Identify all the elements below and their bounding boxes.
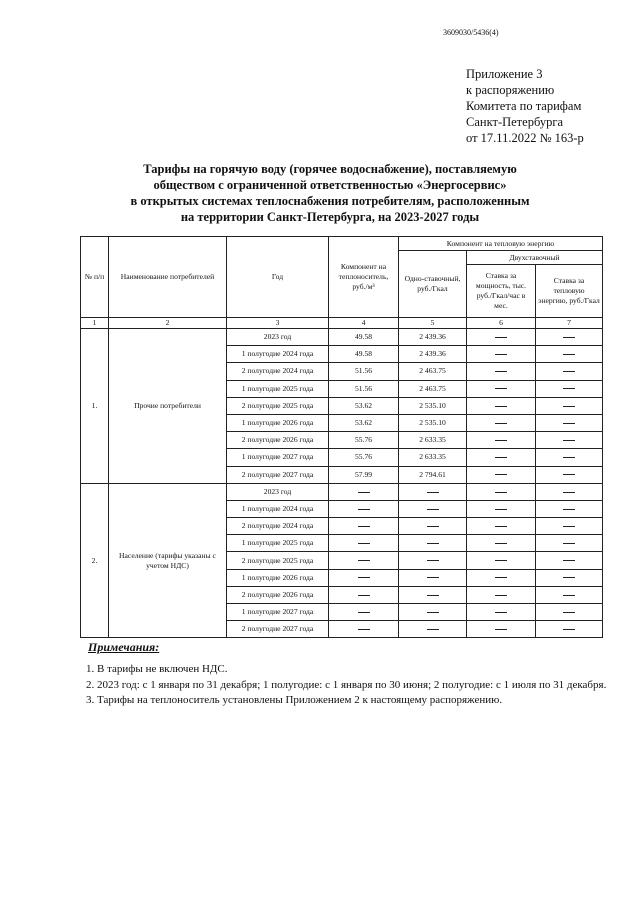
period-cell: 2 полугодие 2026 года <box>227 432 329 449</box>
carrier-cell <box>329 569 399 586</box>
note-item: 2. 2023 год: с 1 января по 31 декабря; 1 полугодие: с 1 января по 30 июня; 2 полугодие: с 1 июля по 31 декабря. <box>86 678 607 691</box>
dash-mark <box>563 354 575 355</box>
single-rate-cell: 2 463.75 <box>399 380 467 397</box>
note-item: 1. В тарифы не включен НДС. <box>86 663 228 675</box>
single-rate-cell: 2 794.61 <box>399 466 467 483</box>
power-rate-cell <box>467 329 536 346</box>
carrier-cell <box>329 552 399 569</box>
period-cell: 2 полугодие 2025 года <box>227 552 329 569</box>
power-rate-cell <box>467 621 536 638</box>
dash-mark <box>495 543 507 544</box>
dash-mark <box>427 560 439 561</box>
dash-mark <box>495 474 507 475</box>
dash-mark <box>427 629 439 630</box>
period-cell: 1 полугодие 2025 года <box>227 535 329 552</box>
single-rate-cell: 2 535.10 <box>399 414 467 431</box>
dash-mark <box>563 560 575 561</box>
period-cell: 2 полугодие 2024 года <box>227 518 329 535</box>
power-rate-cell <box>467 569 536 586</box>
header-num: № п/п <box>81 237 109 318</box>
dash-mark <box>427 526 439 527</box>
document-title <box>100 161 560 225</box>
energy-rate-cell <box>536 518 603 535</box>
power-rate-cell <box>467 397 536 414</box>
carrier-cell: 55.76 <box>329 449 399 466</box>
dash-mark <box>358 526 370 527</box>
dash-mark <box>563 371 575 372</box>
single-rate-cell <box>399 552 467 569</box>
carrier-cell: 57.99 <box>329 466 399 483</box>
dash-mark <box>563 595 575 596</box>
group-number: 2. <box>81 483 109 638</box>
energy-rate-cell <box>536 397 603 414</box>
power-rate-cell <box>467 483 536 500</box>
power-rate-cell <box>467 432 536 449</box>
power-rate-cell <box>467 535 536 552</box>
dash-mark <box>495 440 507 441</box>
power-rate-cell <box>467 363 536 380</box>
period-cell: 2 полугодие 2027 года <box>227 621 329 638</box>
period-cell: 1 полугодие 2024 года <box>227 346 329 363</box>
title-line: на территории Санкт-Петербурга, на 2023-2027 годы <box>180 210 480 224</box>
period-cell: 2 полугодие 2027 года <box>227 466 329 483</box>
carrier-cell <box>329 621 399 638</box>
title-line: обществом с ограниченной ответственностью «Энергосервис» <box>153 178 507 192</box>
carrier-cell: 53.62 <box>329 414 399 431</box>
dash-mark <box>495 492 507 493</box>
power-rate-cell <box>467 552 536 569</box>
single-rate-cell <box>399 621 467 638</box>
dash-mark <box>495 612 507 613</box>
dash-mark <box>495 337 507 338</box>
energy-rate-cell <box>536 535 603 552</box>
dash-mark <box>495 406 507 407</box>
dash-mark <box>427 577 439 578</box>
period-cell: 2023 год <box>227 483 329 500</box>
energy-rate-cell <box>536 346 603 363</box>
document-number: 3609030/5436(4) <box>443 28 499 37</box>
dash-mark <box>427 492 439 493</box>
header-energy-rate: Ставка за тепловую энергию, руб./Гкал <box>536 265 603 318</box>
dash-mark <box>563 543 575 544</box>
dash-mark <box>495 595 507 596</box>
period-cell: 1 полугодие 2024 года <box>227 500 329 517</box>
group-name: Население (тарифы указаны с учетом НДС) <box>109 483 227 638</box>
energy-rate-cell <box>536 414 603 431</box>
carrier-cell <box>329 483 399 500</box>
appendix-line: Комитета по тарифам <box>466 99 582 113</box>
period-cell: 2 полугодие 2024 года <box>227 363 329 380</box>
period-cell: 1 полугодие 2027 года <box>227 604 329 621</box>
power-rate-cell <box>467 500 536 517</box>
table-row <box>81 483 603 500</box>
dash-mark <box>495 388 507 389</box>
single-rate-cell <box>399 604 467 621</box>
carrier-cell: 51.56 <box>329 363 399 380</box>
power-rate-cell <box>467 380 536 397</box>
energy-rate-cell <box>536 500 603 517</box>
column-number: 7 <box>536 318 603 329</box>
header-year: Год <box>227 237 329 318</box>
single-rate-cell <box>399 500 467 517</box>
carrier-cell: 49.58 <box>329 329 399 346</box>
dash-mark <box>495 457 507 458</box>
dash-mark <box>427 543 439 544</box>
tariff-table <box>80 236 603 638</box>
energy-rate-cell <box>536 363 603 380</box>
energy-rate-cell <box>536 466 603 483</box>
energy-rate-cell <box>536 621 603 638</box>
single-rate-cell <box>399 586 467 603</box>
appendix-line: Приложение 3 <box>466 67 543 81</box>
single-rate-cell <box>399 483 467 500</box>
period-cell: 1 полугодие 2026 года <box>227 569 329 586</box>
dash-mark <box>427 595 439 596</box>
dash-mark <box>563 440 575 441</box>
period-cell: 2 полугодие 2025 года <box>227 397 329 414</box>
single-rate-cell: 2 463.75 <box>399 363 467 380</box>
dash-mark <box>563 577 575 578</box>
dash-mark <box>563 337 575 338</box>
dash-mark <box>358 560 370 561</box>
appendix-line: к распоряжению <box>466 83 555 97</box>
column-number: 1 <box>81 318 109 329</box>
power-rate-cell <box>467 466 536 483</box>
group-name: Прочие потребители <box>109 329 227 484</box>
carrier-cell: 55.76 <box>329 432 399 449</box>
carrier-cell <box>329 604 399 621</box>
dash-mark <box>495 526 507 527</box>
column-numbers-row <box>81 318 603 329</box>
appendix-header <box>466 66 584 146</box>
dash-mark <box>358 595 370 596</box>
single-rate-cell: 2 439.36 <box>399 329 467 346</box>
single-rate-cell <box>399 535 467 552</box>
group-number: 1. <box>81 329 109 484</box>
notes-title: Примечания: <box>88 640 160 654</box>
header-energy-component: Компонент на тепловую энергию <box>399 237 603 251</box>
dash-mark <box>358 577 370 578</box>
title-line: Тарифы на горячую воду (горячее водоснабжение), поставляемую <box>143 162 517 176</box>
appendix-line: от 17.11.2022 № 163-р <box>466 131 584 145</box>
energy-rate-cell <box>536 432 603 449</box>
single-rate-cell <box>399 518 467 535</box>
dash-mark <box>358 492 370 493</box>
header-carrier: Компонент на теплоноситель, руб./м³ <box>329 237 399 318</box>
note-item: 3. Тарифы на теплоноситель установлены Приложением 2 к настоящему распоряжению. <box>86 694 503 706</box>
dash-mark <box>563 457 575 458</box>
dash-mark <box>358 629 370 630</box>
dash-mark <box>563 629 575 630</box>
single-rate-cell: 2 633.35 <box>399 449 467 466</box>
dash-mark <box>563 526 575 527</box>
header-single-rate: Одно-ставочный, руб./Гкал <box>399 251 467 318</box>
dash-mark <box>358 612 370 613</box>
energy-rate-cell <box>536 569 603 586</box>
dash-mark <box>563 388 575 389</box>
column-number: 3 <box>227 318 329 329</box>
energy-rate-cell <box>536 483 603 500</box>
dash-mark <box>563 492 575 493</box>
single-rate-cell: 2 535.10 <box>399 397 467 414</box>
dash-mark <box>563 423 575 424</box>
dash-mark <box>358 509 370 510</box>
header-consumers: Наименование потребителей <box>109 237 227 318</box>
power-rate-cell <box>467 518 536 535</box>
period-cell: 2023 год <box>227 329 329 346</box>
dash-mark <box>495 354 507 355</box>
column-number: 6 <box>467 318 536 329</box>
dash-mark <box>495 560 507 561</box>
energy-rate-cell <box>536 380 603 397</box>
dash-mark <box>563 612 575 613</box>
period-cell: 2 полугодие 2026 года <box>227 586 329 603</box>
power-rate-cell <box>467 449 536 466</box>
dash-mark <box>563 509 575 510</box>
dash-mark <box>427 612 439 613</box>
carrier-cell: 49.58 <box>329 346 399 363</box>
period-cell: 1 полугодие 2025 года <box>227 380 329 397</box>
title-line: в открытых системах теплоснабжения потребителям, расположенным <box>130 194 530 208</box>
single-rate-cell: 2 633.35 <box>399 432 467 449</box>
energy-rate-cell <box>536 449 603 466</box>
dash-mark <box>495 423 507 424</box>
header-power-rate: Ставка за мощность, тыс. руб./Гкал/час в мес. <box>467 265 536 318</box>
column-number: 5 <box>399 318 467 329</box>
dash-mark <box>495 509 507 510</box>
dash-mark <box>563 406 575 407</box>
carrier-cell <box>329 586 399 603</box>
carrier-cell: 51.56 <box>329 380 399 397</box>
carrier-cell <box>329 500 399 517</box>
dash-mark <box>427 509 439 510</box>
single-rate-cell: 2 439.36 <box>399 346 467 363</box>
carrier-cell <box>329 535 399 552</box>
table-row <box>81 329 603 346</box>
header-two-rate: Двухставочный <box>467 251 603 265</box>
energy-rate-cell <box>536 586 603 603</box>
dash-mark <box>563 474 575 475</box>
period-cell: 1 полугодие 2027 года <box>227 449 329 466</box>
power-rate-cell <box>467 586 536 603</box>
column-number: 4 <box>329 318 399 329</box>
carrier-cell: 53.62 <box>329 397 399 414</box>
dash-mark <box>495 577 507 578</box>
dash-mark <box>495 629 507 630</box>
power-rate-cell <box>467 604 536 621</box>
notes-list <box>86 662 606 709</box>
energy-rate-cell <box>536 552 603 569</box>
single-rate-cell <box>399 569 467 586</box>
period-cell: 1 полугодие 2026 года <box>227 414 329 431</box>
power-rate-cell <box>467 346 536 363</box>
column-number: 2 <box>109 318 227 329</box>
power-rate-cell <box>467 414 536 431</box>
appendix-line: Санкт-Петербурга <box>466 115 564 129</box>
dash-mark <box>358 543 370 544</box>
energy-rate-cell <box>536 329 603 346</box>
carrier-cell <box>329 518 399 535</box>
dash-mark <box>495 371 507 372</box>
energy-rate-cell <box>536 604 603 621</box>
